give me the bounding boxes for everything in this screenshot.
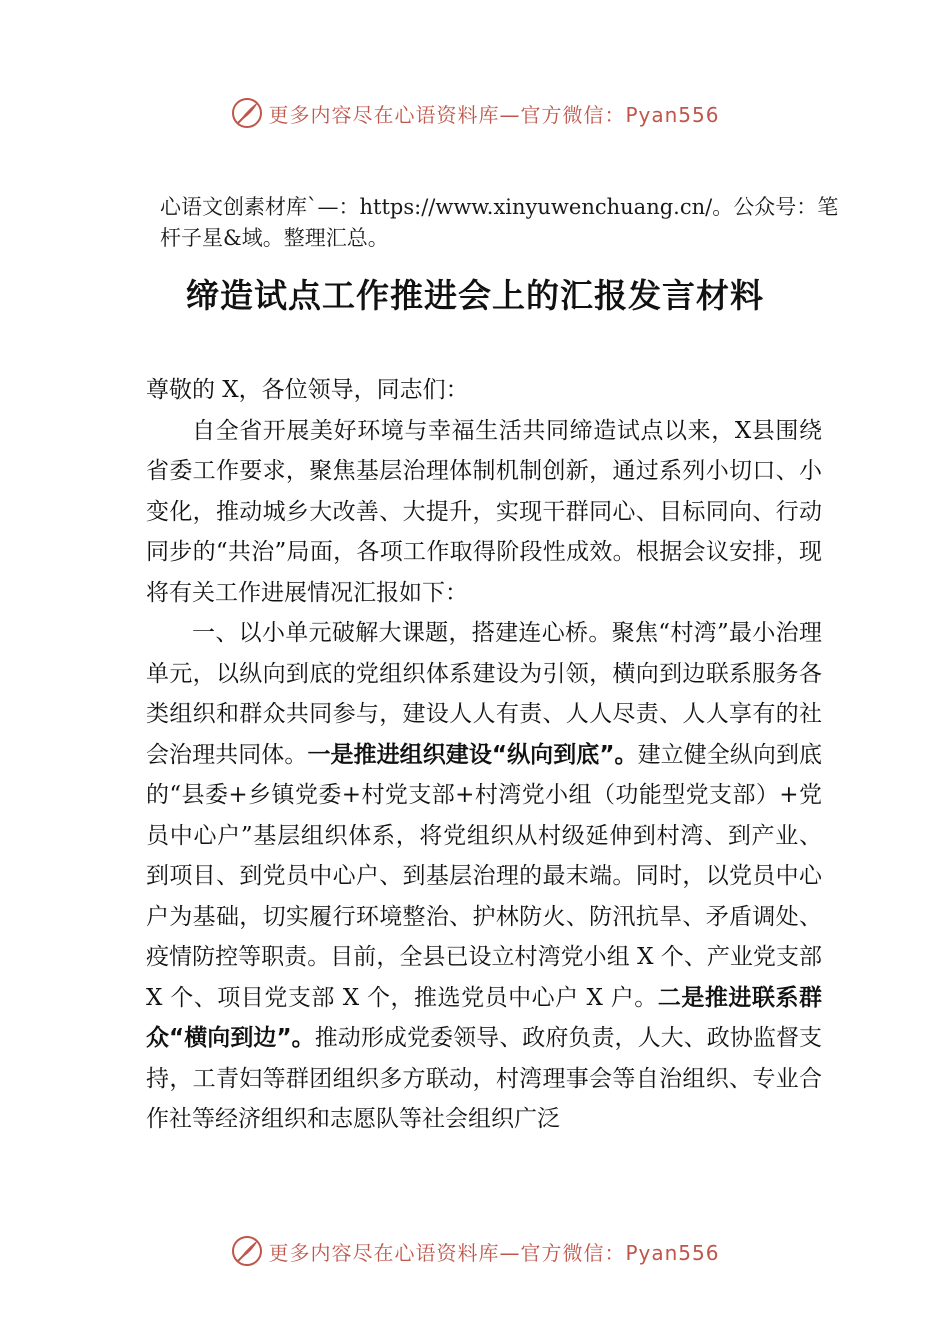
watermark-footer: [0, 1234, 950, 1268]
point-one-text: 建立健全纵向到底的“县委+乡镇党委+村党支部+村湾党小组（功能型党支部）+党员中心户”基层组织体系，将党组织从村级延伸到村湾、到产业、到项目、到党员中心户、到基层治理的最末端。同时，以党员中心户为基础，切实履行环境整治、护林防火、防汛抗旱、矛盾调处、疫情防控等职责。目前，全县已设立村湾党小组 X 个、产业党支部 X 个、项目党支部 X 个，推选党员中心户 X 户。: [146, 741, 823, 1011]
watermark-header: [0, 96, 950, 130]
point-two-heading: 二是推进联系群众“横向到边”。: [146, 984, 822, 1051]
watermark-text: 更多内容尽在心语资料库—官方微信：Pyan556: [268, 1240, 720, 1265]
feather-pen-logo-icon: [230, 96, 264, 130]
document-title: 缔造试点工作推进会上的汇报发言材料: [186, 276, 764, 315]
paragraph-section-one: [146, 613, 822, 1140]
paragraph-intro: 自全省开展美好环境与幸福生活共同缔造试点以来，X县围绕省委工作要求，聚焦基层治理体制机制创新，通过系列小切口、小变化，推动城乡大改善、大提升，实现干群同心、目标同向、行动同步的“共治”局面，各项工作取得阶段性成效。根据会议安排，现将有关工作进展情况汇报如下：: [146, 417, 822, 606]
point-one-heading: 一是推进组织建设“纵向到底”。: [307, 741, 638, 768]
point-two-text: 推动形成党委领导、政府负责，人大、政协监督支持，工青妇等群团组织多方联动，村湾理事会等自治组织、专业合作社等经济组织和志愿队等社会组织广泛: [146, 1025, 823, 1132]
feather-pen-logo-icon: [230, 1234, 264, 1268]
source-note: 心语文创素材库`—：https://www.xinyuwenchuang.cn/。公众号：笔杆子星&域。整理汇总。: [160, 195, 839, 250]
section-one-intro: 一、以小单元破解大课题，搭建连心桥。聚焦“村湾”最小治理单元，以纵向到底的党组织体系建设为引领，横向到边联系服务各类组织和群众共同参与，建设人人有责、人人尽责、人人享有的社会治理共同体。: [146, 620, 822, 768]
watermark-text: 更多内容尽在心语资料库—官方微信：Pyan556: [268, 102, 720, 127]
salutation: 尊敬的 X，各位领导，同志们：: [146, 377, 469, 403]
document-body: [146, 370, 822, 1140]
